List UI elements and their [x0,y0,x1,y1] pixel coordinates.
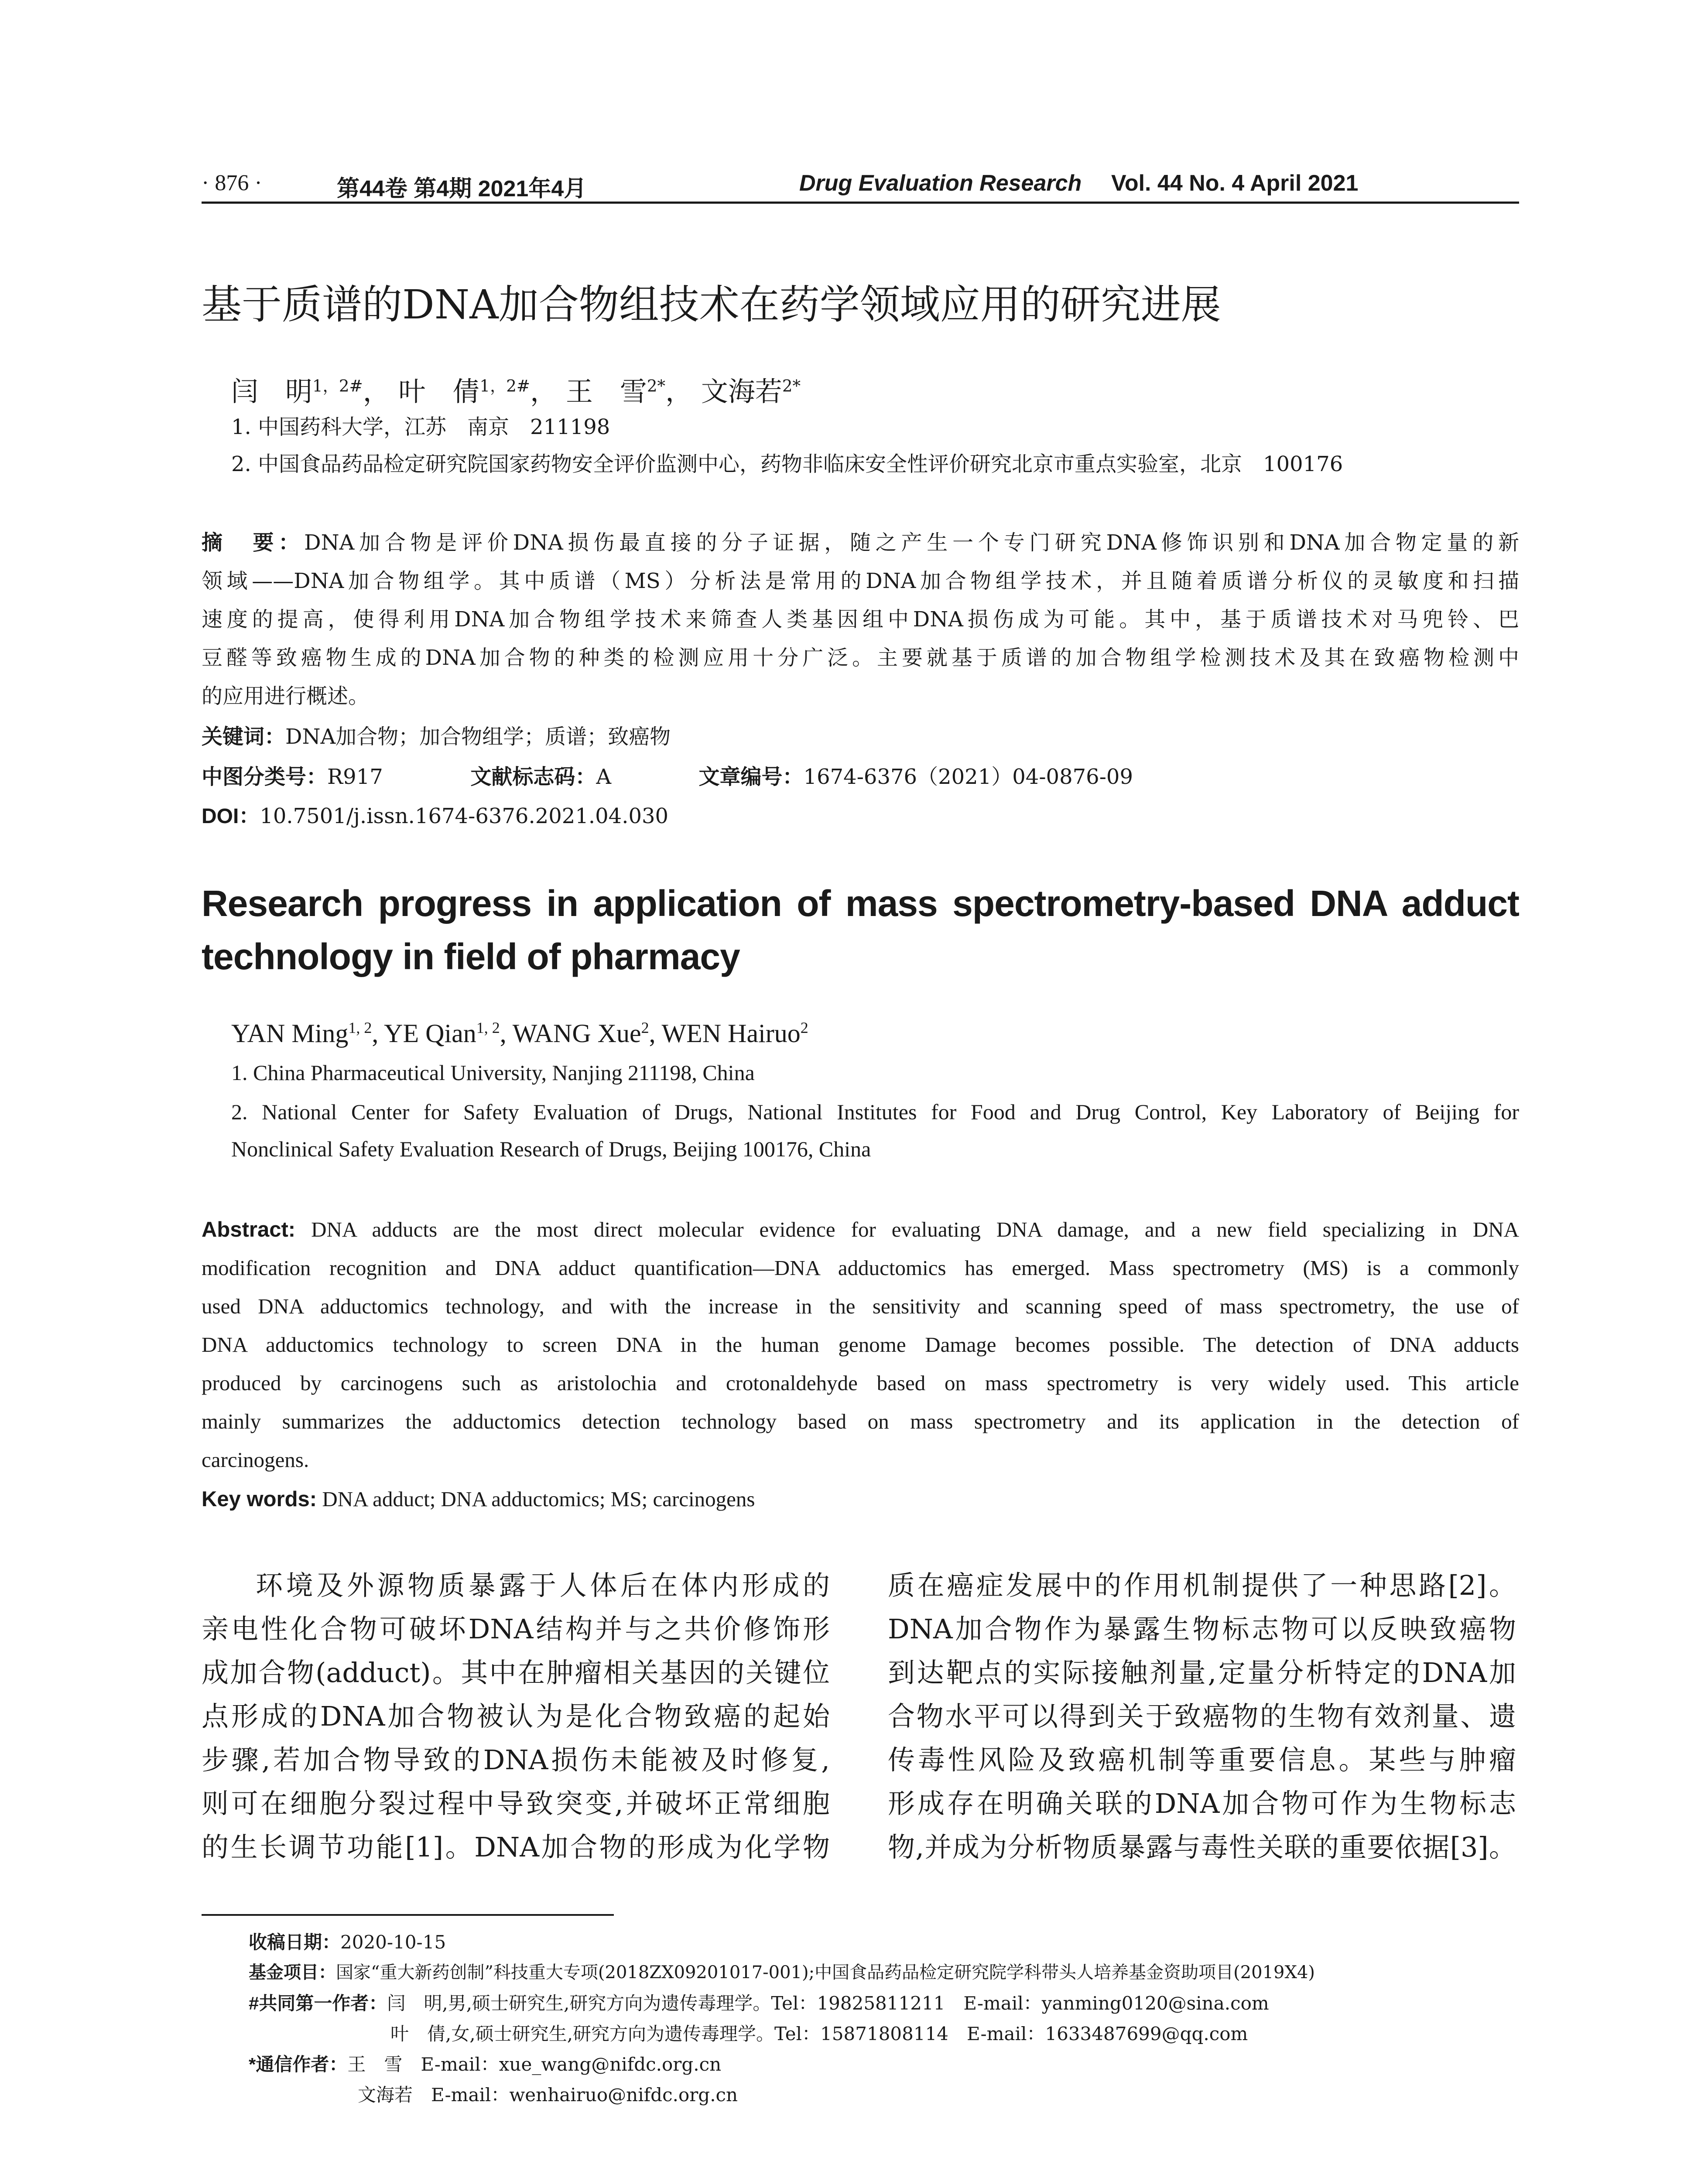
cn-authors: 闫 明$^{1,2\#}$， 叶 倩$^{1,2\#}$， 王 雪$^{2*}$， 文海若$^{2*}$ [231,376,801,407]
received-value: 2020-10-15 [340,1931,446,1953]
corr-value: 王 雪 E-mail：xue_wang@nifdc.org.cn [347,2054,722,2075]
body-line: 的生长调节功能[1]。DNA加合物的形成为化学物 [202,1831,830,1863]
footnote-fund [249,1959,1315,1983]
en-title-line: technology in field of pharmacy [202,936,740,977]
en-abstract-line: DNA adductomics technology to screen DNA in the human genome Damage becomes possible. The detection of DNA adducts [202,1333,1519,1357]
doc-code-label: 文献标志码： [470,766,596,789]
en-affiliation: 2. National Center for Safety Evaluation of Drugs, National Institutes for Food and Drug Control, Key Laboratory of Beijing for [231,1100,1519,1124]
cn-keywords-text: DNA加合物；加合物组学；质谱；致癌物 [285,725,671,749]
page-number: · 876 · [202,171,262,195]
cn-author-sup: 1，2# [479,376,531,396]
footnote-corresponding [249,2050,721,2076]
cn-abstract-line: DNA加合物是评价DNA损伤最直接的分子证据，随之产生一个专门研究DNA修饰识别和DNA加合物定量的新 [304,530,1519,555]
doi [202,799,668,829]
issue-en: Vol. 44 No. 4 April 2021 [1111,171,1359,196]
running-header [202,170,1519,201]
en-author: YAN Ming [231,1019,349,1048]
en-title-line: Research progress in application of mass spectrometry-based DNA adduct [202,883,1519,924]
body-line: 成加合物(adduct)。其中在肿瘤相关基因的关键位 [202,1657,830,1689]
en-author-sup: 2 [800,1019,808,1036]
issue-cn: 第44卷 第4期 2021年4月 [337,176,587,202]
header-rule [202,202,1519,204]
cofirst-label: #共同第一作者： [249,1993,387,2013]
cn-author-sup: 1，2# [312,376,363,396]
en-author-sup: 1, 2 [476,1019,500,1036]
footnote-corresponding-2: 文海若 E-mail：wenhairuo@nifdc.org.cn [358,2084,738,2106]
body-line: 到达靶点的实际接触剂量,定量分析特定的DNA加 [888,1657,1516,1689]
cn-author: 闫 明 [231,376,313,407]
en-authors: YAN Ming$^{1, 2}$, YE Qian$^{1, 2}$, WANG Xue$^2$, WEN Hairuo$^2$ [231,1019,808,1048]
en-abstract-line: carcinogens. [202,1448,309,1472]
clc-value: R917 [327,765,383,789]
cn-abstract-line: 豆醛等致癌物生成的DNA加合物的种类的检测应用十分广泛。主要就基于质谱的加合物组学检测技术及其在致癌物检测中 [202,646,1519,670]
body-line: 环境及外源物质暴露于人体后在体内形成的 [256,1569,830,1601]
body-line: 则可在细胞分裂过程中导致突变,并破坏正常细胞 [202,1788,830,1819]
body-line: 质在癌症发展中的作用机制提供了一种思路[2]。 [888,1569,1516,1601]
footnote-cofirst [249,1989,1269,2015]
en-author: WEN Hairuo [661,1019,801,1048]
article-number-value: 1674-6376（2021）04-0876-09 [803,765,1133,789]
clc-label: 中图分类号： [202,766,328,789]
received-label: 收稿日期： [249,1932,341,1952]
cn-author-sup: 2* [782,376,801,396]
cofirst-value: 闫 明,男,硕士研究生,研究方向为遗传毒理学。Tel：19825811211 E-mail：yanming0120@sina.com [387,1993,1269,2014]
en-abstract-line: used DNA adductomics technology, and with the increase in the sensitivity and scanning speed of mass spectrometry, the use of [202,1294,1519,1318]
body-line: 物,并成为分析物质暴露与毒性关联的重要依据[3]。 [888,1831,1516,1863]
fund-value: 国家“重大新药创制”科技重大专项(2018ZX09201017-001);中国食品药品检定研究院学科带头人培养基金资助项目(2019X4) [336,1962,1315,1983]
footnote-rule [202,1914,614,1916]
fund-label: 基金项目： [249,1963,336,1982]
doi-value: 10.7501/j.issn.1674-6376.2021.04.030 [260,804,669,828]
cn-author: 文海若 [701,376,782,407]
cn-abstract-line: 的应用进行概述。 [202,684,370,708]
body-line: 步骤,若加合物导致的DNA损伤未能被及时修复, [202,1744,830,1776]
en-abstract-line: modification recognition and DNA adduct quantification—DNA adductomics has emerged. Mass spectrometry (MS) is a commonly [202,1256,1519,1280]
body-line: 形成存在明确关联的DNA加合物可作为生物标志 [888,1788,1516,1819]
footnote-received [249,1928,446,1954]
footnote-cofirst-2: 叶 倩,女,硕士研究生,研究方向为遗传毒理学。Tel：15871808114 E-mail：1633487699@qq.com [390,2023,1248,2044]
en-affiliation: Nonclinical Safety Evaluation Research of Drugs, Beijing 100176, China [231,1137,871,1161]
en-author-sup: 1, 2 [348,1019,372,1036]
doc-code-value: A [596,765,611,789]
en-author: YE Qian [384,1019,476,1048]
body-line: 合物水平可以得到关于致癌物的生物有效剂量、遗 [888,1700,1516,1732]
cn-title: 基于质谱的DNA加合物组技术在药学领域应用的研究进展 [202,281,1221,328]
body-line: DNA加合物作为暴露生物标志物可以反映致癌物 [888,1613,1516,1645]
en-abstract-line: mainly summarizes the adductomics detection technology based on mass spectrometry and its application in the detection of [202,1409,1519,1433]
body-line: 传毒性风险及致癌机制等重要信息。某些与肿瘤 [888,1744,1516,1776]
cn-author: 叶 倩 [398,376,480,407]
doi-label: DOI： [202,805,260,828]
en-keywords-label: Key words: [202,1487,317,1511]
en-author-sup: 2 [641,1019,649,1036]
en-abstract-line: DNA adducts are the most direct molecular evidence for evaluating DNA damage, and a new field specializing in DNA [311,1217,1520,1241]
cn-keywords [202,720,671,750]
journal-name-en: Drug Evaluation Research [799,171,1082,196]
cn-affiliation: 2. 中国食品药品检定研究院国家药物安全评价监测中心，药物非临床安全性评价研究北京市重点实验室，北京 100176 [231,452,1343,476]
cn-abstract-line: 速度的提高，使得利用DNA加合物组学技术来筛查人类基因组中DNA损伤成为可能。其中，基于质谱技术对马兜铃、巴 [202,607,1519,632]
en-keywords-text: DNA adduct; DNA adductomics; MS; carcinogens [322,1487,755,1511]
body-line: 点形成的DNA加合物被认为是化合物致癌的起始 [202,1700,830,1732]
corr-label: *通信作者： [249,2054,348,2075]
en-affiliation: 1. China Pharmaceutical University, Nanjing 211198, China [231,1060,755,1085]
en-title [202,877,1519,983]
cn-author-sup: 2* [647,376,666,396]
cn-author: 王 雪 [565,376,647,407]
cn-classification [202,760,1133,790]
en-keywords [202,1487,755,1511]
article-number-label: 文章编号： [698,766,804,789]
cn-keywords-label: 关键词： [202,725,286,749]
cn-abstract-line: 领域——DNA加合物组学。其中质谱（MS）分析法是常用的DNA加合物组学技术，并且随着质谱分析仪的灵敏度和扫描 [202,569,1519,593]
body-line: 亲电性化合物可破坏DNA结构并与之共价修饰形 [202,1613,830,1645]
en-abstract-label: Abstract: [202,1218,296,1241]
cn-affiliation: 1. 中国药科大学，江苏 南京 211198 [231,415,610,439]
en-abstract-line: produced by carcinogens such as aristolochia and crotonaldehyde based on mass spectrometry is very widely used. This article [202,1371,1519,1395]
cn-abstract-label: 摘 要： [202,531,305,554]
en-author: WANG Xue [512,1019,641,1048]
